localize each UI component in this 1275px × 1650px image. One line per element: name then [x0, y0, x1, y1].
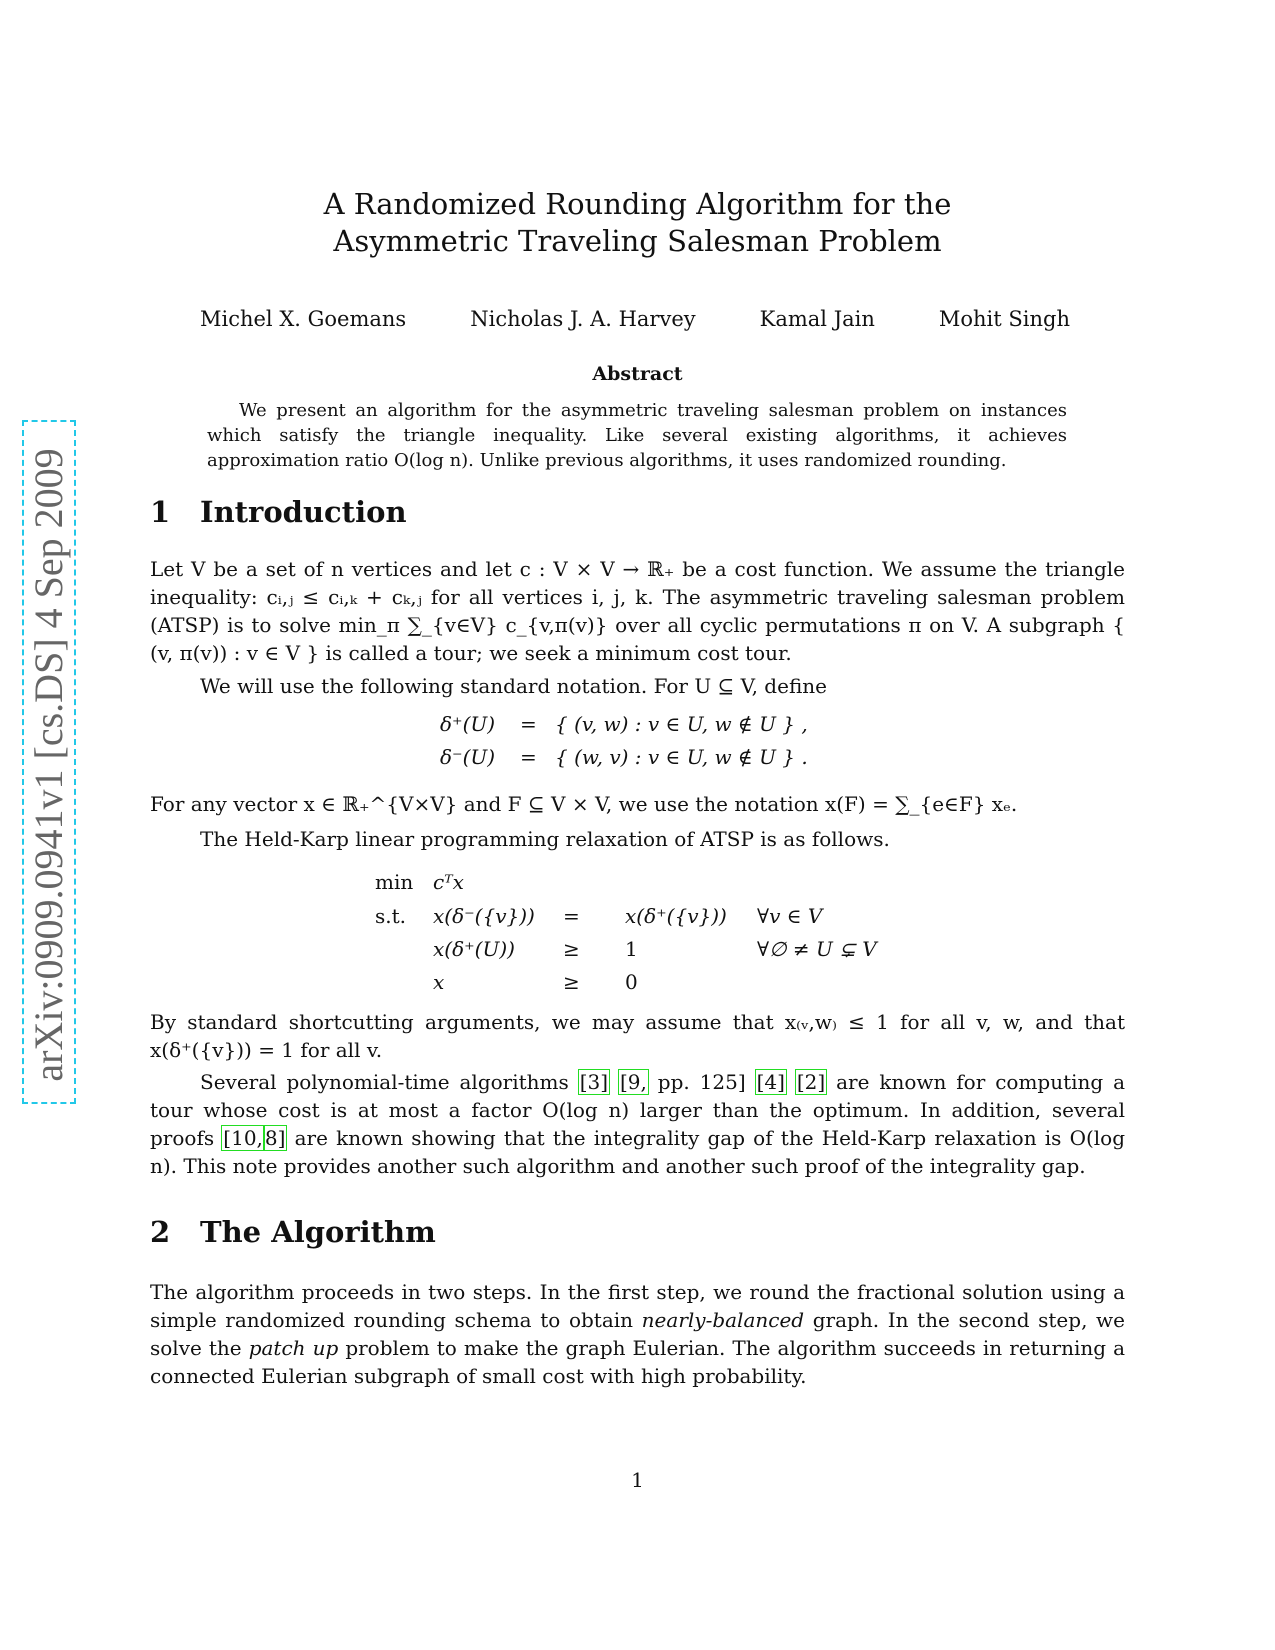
- section-1-title: Introduction: [200, 495, 407, 529]
- p6-text-b: are known for computing a tour whose cost is at most a factor O(log n) larger than the optimum. In addition, several proofs: [150, 1070, 1126, 1150]
- section-2-heading: [150, 1215, 436, 1249]
- abstract-text: We present an algorithm for the asymmetric traveling salesman problem on instances which satisfy the triangle inequality. Like several existing algorithms, it achieves approximation ratio O(log n). Unlike previous algorithms, it uses randomized rounding.: [207, 400, 1067, 471]
- author-4: Mohit Singh: [938, 307, 1070, 331]
- p6-text-a: Several polynomial-time algorithms: [200, 1070, 569, 1094]
- lp-objective: cᵀx: [433, 870, 464, 894]
- author-1: Michel X. Goemans: [200, 307, 407, 331]
- delta-definitions: [0, 712, 1275, 782]
- section-2-title: The Algorithm: [200, 1215, 436, 1249]
- lp-row-2-rel: ≥: [563, 937, 580, 961]
- lp-row-1-rhs: x(δ⁺({v})): [625, 904, 727, 928]
- author-3: Kamal Jain: [759, 307, 875, 331]
- intro-paragraph-6: [150, 1068, 1125, 1180]
- delta-plus-rhs: { (v, w) : v ∈ U, w ∉ U } ,: [555, 712, 808, 736]
- lp-row-3-rhs: 0: [625, 970, 638, 994]
- lp-row-1-cond: ∀v ∈ V: [757, 904, 823, 928]
- citation-2[interactable]: [2]: [796, 1070, 826, 1094]
- intro-paragraph-2: We will use the following standard notation. For U ⊆ V, define: [200, 674, 828, 698]
- paper-title-line-2: Asymmetric Traveling Salesman Problem: [333, 224, 942, 258]
- delta-minus-rel: =: [520, 745, 537, 769]
- citation-8[interactable]: 8]: [264, 1126, 286, 1150]
- paper-title-line-1: A Randomized Rounding Algorithm for the: [323, 187, 952, 221]
- lp-row-3-lhs: x: [433, 970, 445, 994]
- p6-text-c: are known showing that the integrality gap of the Held-Karp relaxation is O(log n). This note provides another such algorithm and another such proof of the integrality gap.: [150, 1126, 1126, 1178]
- lp-row-1-lhs: x(δ⁻({v})): [433, 904, 535, 928]
- author-2: Nicholas J. A. Harvey: [470, 307, 696, 331]
- alg-text-c: problem to make the graph Eulerian. The algorithm succeeds in returning a connected Eulerian subgraph of small cost with high probability.: [150, 1336, 1126, 1388]
- intro-paragraph-5: By standard shortcutting arguments, we may assume that x₍ᵥ,w₎ ≤ 1 for all v, w, and that x(δ⁺({v})) = 1 for all v.: [150, 1010, 1125, 1062]
- delta-plus-lhs: δ⁺(U): [440, 712, 496, 736]
- lp-row-1-rel: =: [563, 904, 580, 928]
- lp-row-2-cond: ∀∅ ≠ U ⊊ V: [757, 937, 877, 961]
- section-1-number: 1: [150, 495, 171, 529]
- delta-minus-rhs: { (w, v) : v ∈ U, w ∉ U } .: [555, 745, 808, 769]
- lp-st-label: s.t.: [375, 904, 407, 928]
- citation-4[interactable]: [4]: [756, 1070, 785, 1094]
- lp-row-3-rel: ≥: [563, 970, 580, 994]
- lp-row-2-lhs: x(δ⁺(U)): [433, 937, 515, 961]
- algorithm-paragraph-1: [150, 1278, 1125, 1390]
- page-number: 1: [631, 1468, 644, 1492]
- held-karp-lp: [0, 870, 1275, 1000]
- section-2-number: 2: [150, 1215, 171, 1249]
- alg-emphasis-nearly-balanced: nearly-balanced: [641, 1308, 805, 1332]
- alg-text-b: graph. In the second step, we solve the: [150, 1308, 1126, 1360]
- citation-9[interactable]: [9,: [619, 1070, 647, 1094]
- alg-text-a: The algorithm proceeds in two steps. In the first step, we round the fractional solution using a simple randomized rounding schema to obtain: [150, 1280, 1125, 1332]
- section-1-heading: [150, 495, 407, 529]
- citation-9-pages: pp. 125]: [657, 1070, 746, 1094]
- citation-3[interactable]: [3]: [579, 1070, 609, 1094]
- abstract-heading: Abstract: [592, 363, 683, 385]
- lp-row-2-rhs: 1: [625, 937, 638, 961]
- intro-paragraph-1: Let V be a set of n vertices and let c : V × V → ℝ₊ be a cost function. We assume the triangle inequality: cᵢ,ⱼ ≤ cᵢ,ₖ + cₖ,ⱼ for all vertices i, j, k. The asymmetric traveling salesman problem (ATSP) is to solve min_π ∑_{v∈V} c_{v,π(v)} over all cyclic permutations π on V. A subgraph { (v, π(v)) : v ∈ V } is called a tour; we seek a minimum cost tour.: [150, 557, 1125, 665]
- intro-paragraph-4: The Held-Karp linear programming relaxation of ATSP is as follows.: [200, 827, 890, 851]
- alg-emphasis-patch-up: patch up: [248, 1336, 339, 1360]
- citation-10[interactable]: [10,: [223, 1126, 263, 1150]
- lp-min-label: min: [375, 870, 414, 894]
- delta-plus-rel: =: [520, 712, 537, 736]
- arxiv-stamp: arXiv:0909.0941v1 [cs.DS] 4 Sep 2009: [26, 448, 71, 1082]
- intro-paragraph-3: For any vector x ∈ ℝ₊^{V×V} and F ⊆ V × V, we use the notation x(F) = ∑_{e∈F} xₑ.: [150, 792, 1018, 816]
- author-list: [200, 307, 1070, 331]
- delta-minus-lhs: δ⁻(U): [440, 745, 496, 769]
